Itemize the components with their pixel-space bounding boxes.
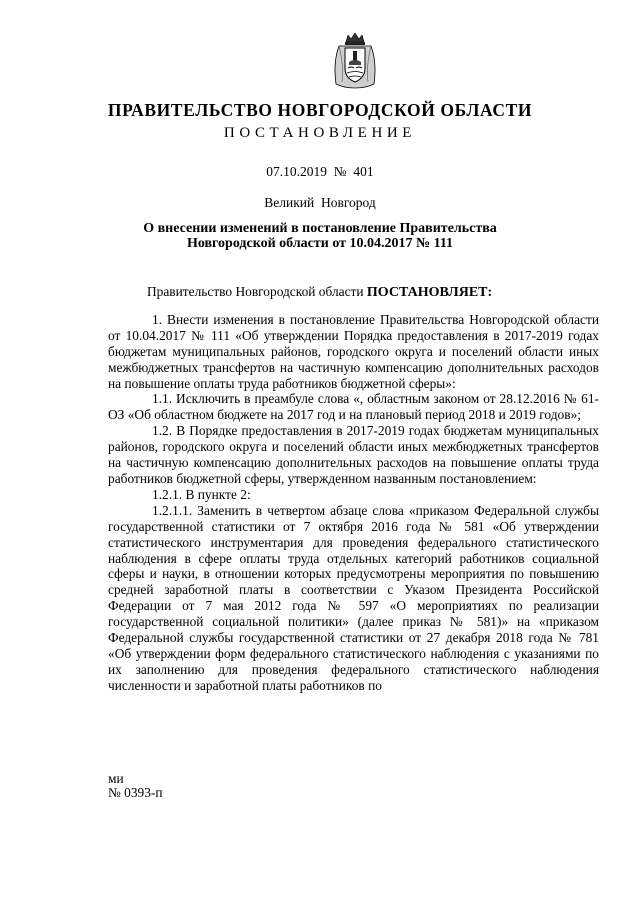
preamble xyxy=(108,284,599,301)
document-body xyxy=(108,284,599,694)
subject-line-2: Новгородской области от 10.04.2017 № 111 xyxy=(186,236,454,251)
city: Великий Новгород xyxy=(264,195,376,210)
footer xyxy=(108,772,163,800)
subject-line-1: О внесении изменений в постановление Правительства xyxy=(143,221,497,236)
paragraph-1-2-1: 1.2.1. В пункте 2: xyxy=(152,486,251,502)
coat-of-arms-icon xyxy=(330,32,380,90)
document-subject xyxy=(0,221,640,251)
paragraph-1-2-1-1: 1.2.1.1. Заменить в четвертом абзаце слова «приказом Федеральной службы государственной статистики от 7 октября 2016 года № 581 «Об утверждении статистического инструментария для проведения федерального статистического наблюдения в сфере оплаты труда отдельных категорий работников социальной сферы и науки, в отношении которых предусмотрены мероприятия по повышению средней заработной платы в соответствии с Указом Президента Российской Федерации от 7 мая 2012 года № 597 «О мероприятиях по реализации государственной социальной политики» (далее приказ № 581)» на «приказом Федеральной службы государственной статистики от 27 декабря 2018 года № 781 «Об утверждении форм федерального статистического наблюдения с указаниями по их заполнению для проведения федерального статистического наблюдения численности и заработной платы работников по xyxy=(108,502,599,693)
government-title: ПРАВИТЕЛЬСТВО НОВГОРОДСКОЙ ОБЛАСТИ xyxy=(107,100,533,120)
preamble-text: Правительство Новгородской области xyxy=(147,284,367,299)
document-registration-number: № 0393-п xyxy=(108,785,163,800)
preamble-decree-word: ПОСТАНОВЛЯЕТ: xyxy=(366,285,493,300)
paragraph-1: 1. Внести изменения в постановление Правительства Новгородской области от 10.04.2017 № 111 «Об утверждении Порядка предоставления в 2017-2019 годах бюджетам муниципальных районов, городского округа и поселений области иных межбюджетных трансфертов на частичную компенсацию дополнительных расходов на повышение оплаты труда работников бюджетной сферы»: xyxy=(108,311,599,391)
paragraph-1-2: 1.2. В Порядке предоставления в 2017-2019 годах бюджетам муниципальных районов, городского округа и поселений области иных межбюджетных трансфертов на частичную компенсацию дополнительных расходов на повышение оплаты труда работников бюджетной сферы, утвержденном названным постановлением: xyxy=(108,423,599,486)
footer-continuation: ми xyxy=(108,771,124,786)
paragraph-1-1: 1.1. Исключить в преамбуле слова «, областным законом от 28.12.2016 № 61-ОЗ «Об областном бюджете на 2017 год и на плановый период 2018 и 2019 годов»; xyxy=(108,391,599,423)
date-and-number: 07.10.2019 № 401 xyxy=(266,164,374,179)
document-type: ПОСТАНОВЛЕНИЕ xyxy=(223,125,417,141)
